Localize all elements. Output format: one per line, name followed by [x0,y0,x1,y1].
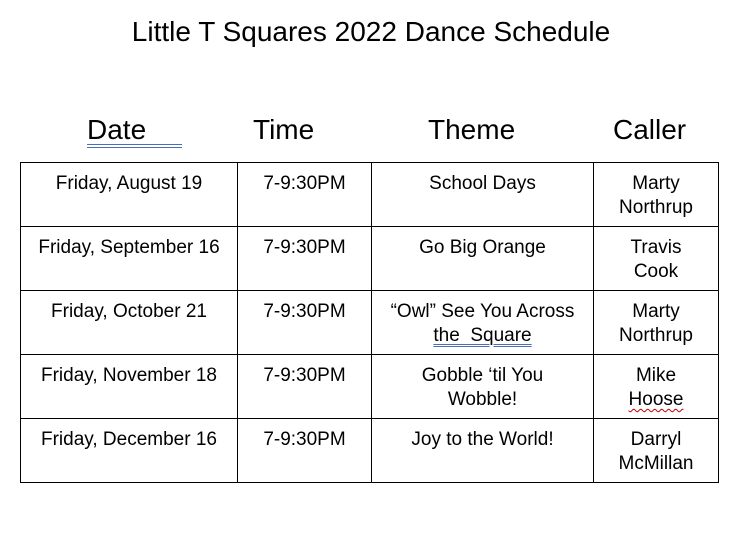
date-text: Friday, September 16 [38,237,220,258]
schedule-table [20,162,719,483]
theme-text: Go Big Orange [419,237,546,258]
date-cell [21,355,238,419]
time-text: 7-9:30PM [263,237,346,258]
table-row [21,163,719,227]
caller-last-name-line [596,388,716,412]
theme-text: Joy to the World! [411,429,554,450]
date-cell [21,163,238,227]
column-headers [0,112,736,152]
date-text: Friday, October 21 [51,301,207,322]
date-text: Friday, December 16 [41,429,217,450]
table-row [21,355,719,419]
time-text: 7-9:30PM [263,429,346,450]
time-text: 7-9:30PM [263,365,346,386]
caller-cell [594,291,719,355]
theme-cell [372,355,594,419]
theme-cell [372,163,594,227]
theme-text: School Days [429,173,536,194]
theme-cell [372,291,594,355]
caller-last-name: Hoose [628,389,684,410]
theme-text-line2 [374,324,591,348]
document-title: Little T Squares 2022 Dance Schedule [131,16,611,47]
header-time: Time [253,114,315,145]
time-text: 7-9:30PM [263,173,346,194]
date-cell [21,291,238,355]
time-text: 7-9:30PM [263,301,346,322]
caller-first-name: Travis [630,237,682,258]
time-cell [238,291,372,355]
caller-last-name: McMillan [618,453,694,474]
theme-cell [372,227,594,291]
theme-text: Gobble ‘til You [421,365,544,386]
table-row [21,227,719,291]
caller-last-name: Cook [633,261,679,282]
caller-first-name: Marty [632,173,680,194]
caller-cell [594,163,719,227]
header-theme: Theme [428,114,516,145]
caller-first-name: Darryl [630,429,682,450]
time-cell [238,419,372,483]
table-row [21,419,719,483]
theme-text: “Owl” See You Across [390,301,575,322]
time-cell [238,163,372,227]
time-cell [238,227,372,291]
caller-cell [594,227,719,291]
date-cell [21,227,238,291]
theme-text-underlined: the Square [433,325,532,346]
caller-cell [594,355,719,419]
caller-last-name: Northrup [619,325,693,346]
caller-last-name: Northrup [619,197,693,218]
header-date: Date [87,114,147,145]
caller-cell [594,419,719,483]
header-date-underline [87,144,182,148]
time-cell [238,355,372,419]
header-caller: Caller [613,114,687,145]
caller-first-name: Marty [632,301,680,322]
table-row [21,291,719,355]
theme-text-line2: Wobble! [447,389,518,410]
date-text: Friday, August 19 [55,173,203,194]
date-cell [21,419,238,483]
caller-first-name: Mike [635,365,677,386]
date-text: Friday, November 18 [41,365,217,386]
theme-cell [372,419,594,483]
